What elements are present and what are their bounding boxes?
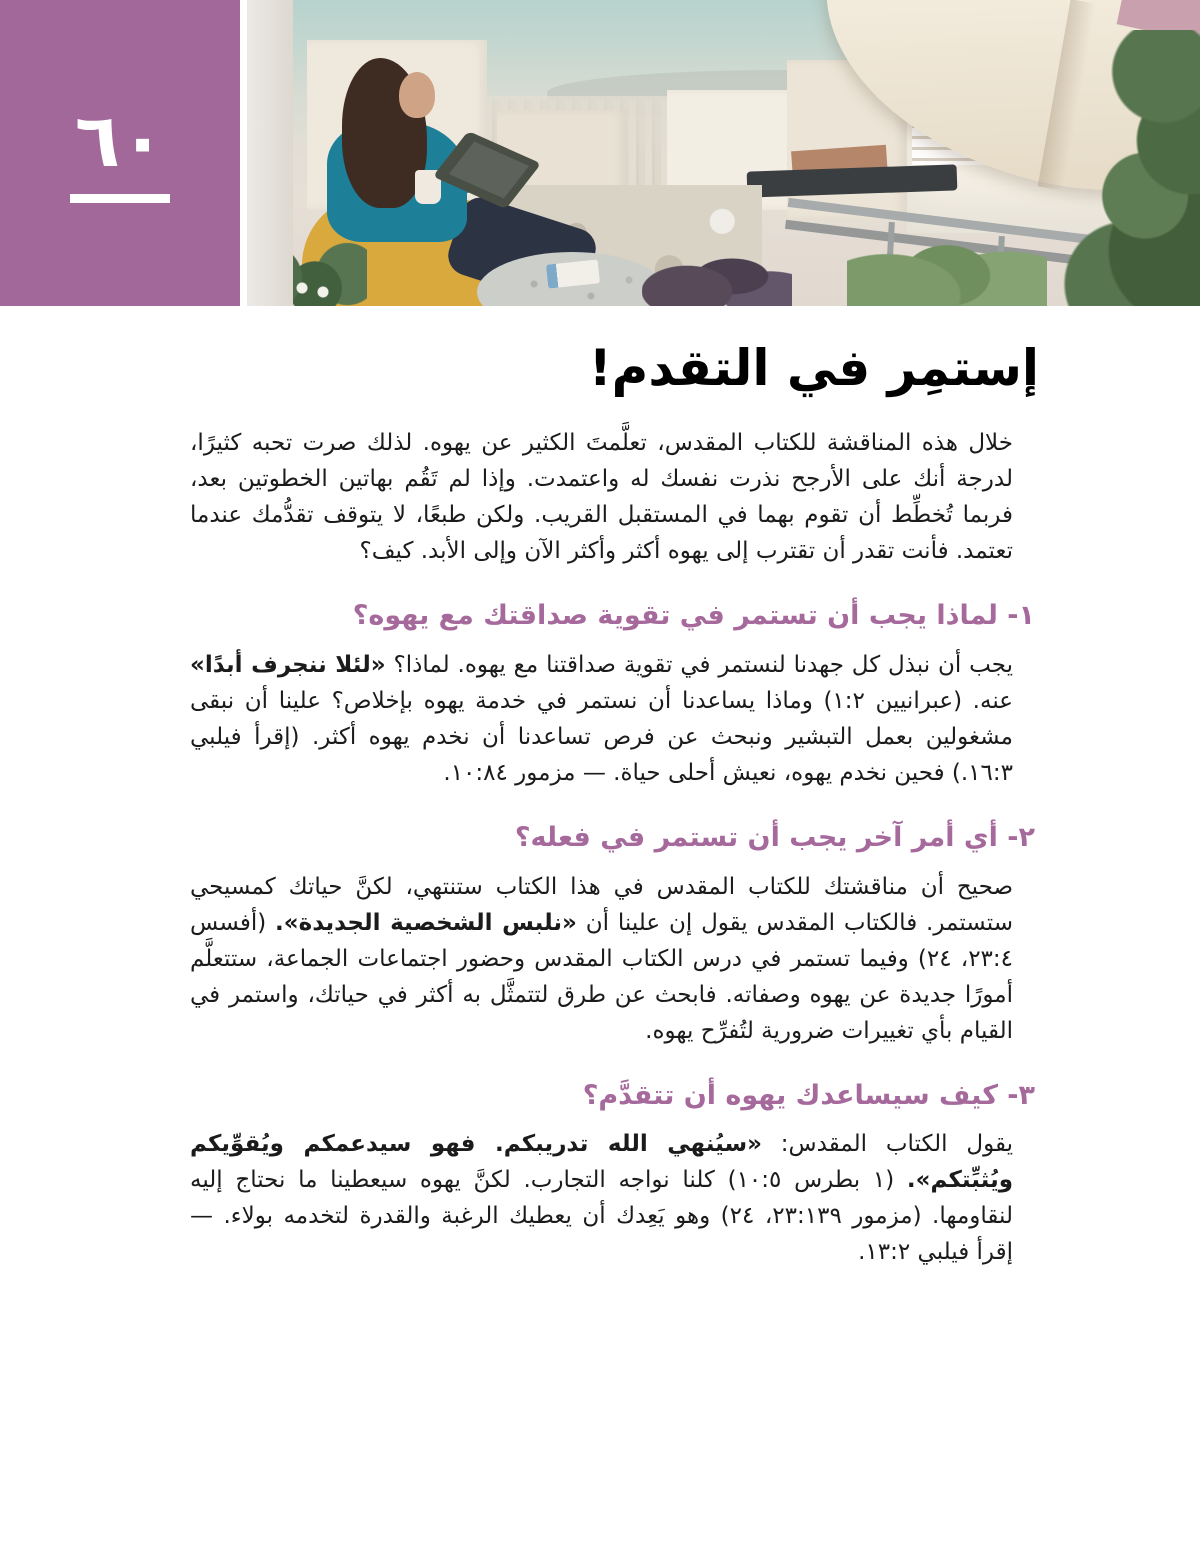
foreground-tree (1017, 30, 1200, 306)
article (0, 306, 1200, 1270)
woman-face (399, 72, 435, 118)
section-paragraph-3: يقول الكتاب المقدس: «سيُنهي الله تدريبكم. فهو سيدعمكم ويُقوِّيكم ويُثبِّتكم». (١ بطرس ٥:‏١٠) كلنا نواجه التجارب. لكنَّ يهوه سيعطينا ما نحتاج إليه لنقاومها. (مزمور ١٣٩:‏٢٣، ٢٤) وهو يَعِدك أن يعطيك الرغبة والقدرة لتخدمه بولاء. — إقرأ فيلبي ٢:‏١٣. (190, 1131, 1013, 1266)
page-number-panel (0, 0, 240, 306)
balcony-wall (247, 0, 293, 306)
page-number-underline (70, 194, 170, 203)
section-heading-1: ١- لماذا يجب أن تستمر في تقوية صداقتك مع يهوه؟ (352, 600, 1035, 631)
section-paragraph-2: صحيح أن مناقشتك للكتاب المقدس في هذا الكتاب ستنتهي، لكنَّ حياتك كمسيحي ستستمر. فالكتاب المقدس يقول إن علينا أن «نلبس الشخصية الجديدة». (أفسس ٤:‏٢٣، ٢٤) وفيما تستمر في درس الكتاب المقدس وحضور اجتماعات الجماعة، ستتعلَّم أمورًا جديدة عن يهوه وصفاته. فابحث عن طرق لتتمثَّل به أكثر في حياتك، واستمر في القيام بأي تغييرات ضرورية لتُفرِّح يهوه. (190, 873, 1014, 1044)
page-number: ٦٠ (74, 97, 166, 184)
intro-paragraph: خلال هذه المناقشة للكتاب المقدس، تعلَّمتَ الكثير عن يهوه. لذلك صرت تحبه كثيرًا، لدرجة أنك على الأرجح نذرت نفسك له واعتمدت. وإذا لم تَقُم بهاتين الخطوتين بعد، فربما تُخطِّط أن تقوم بهما في المستقبل القريب. ولكن طبعًا، لا يتوقف تقدُّمك عندما تعتمد. فأنت تقدر أن تقترب إلى يهوه أكثر وأكثر الآن وإلى الأبد. كيف؟ (190, 430, 1013, 564)
page-title: إستمِر في التقدم! (588, 339, 1039, 397)
section-paragraph-1: يجب أن نبذل كل جهدنا لنستمر في تقوية صداقتنا مع يهوه. لماذا؟ «لئلا ننجرف أبدًا» عنه. (عبرانيين ٢:‏١) وماذا يساعدنا أن نستمر في خدمة يهوه بإخلاص؟ علينا أن نبقى مشغولين بعمل التبشير ونبحث عن فرص تساعدنا أن نخدم يهوه أكثر. (إقرأ فيلبي ٣:‏١٦.) فحين نخدم يهوه، نعيش أحلى حياة. — مزمور ٨٤:‏١٠. (190, 651, 1013, 786)
purple-plant (642, 232, 792, 306)
hero-photo (247, 0, 1200, 306)
section-heading-2: ٢- أي أمر آخر يجب أن تستمر في فعله؟ (514, 821, 1035, 853)
section-heading-3: ٣- كيف سيساعدك يهوه أن تتقدَّم؟ (582, 1079, 1035, 1111)
